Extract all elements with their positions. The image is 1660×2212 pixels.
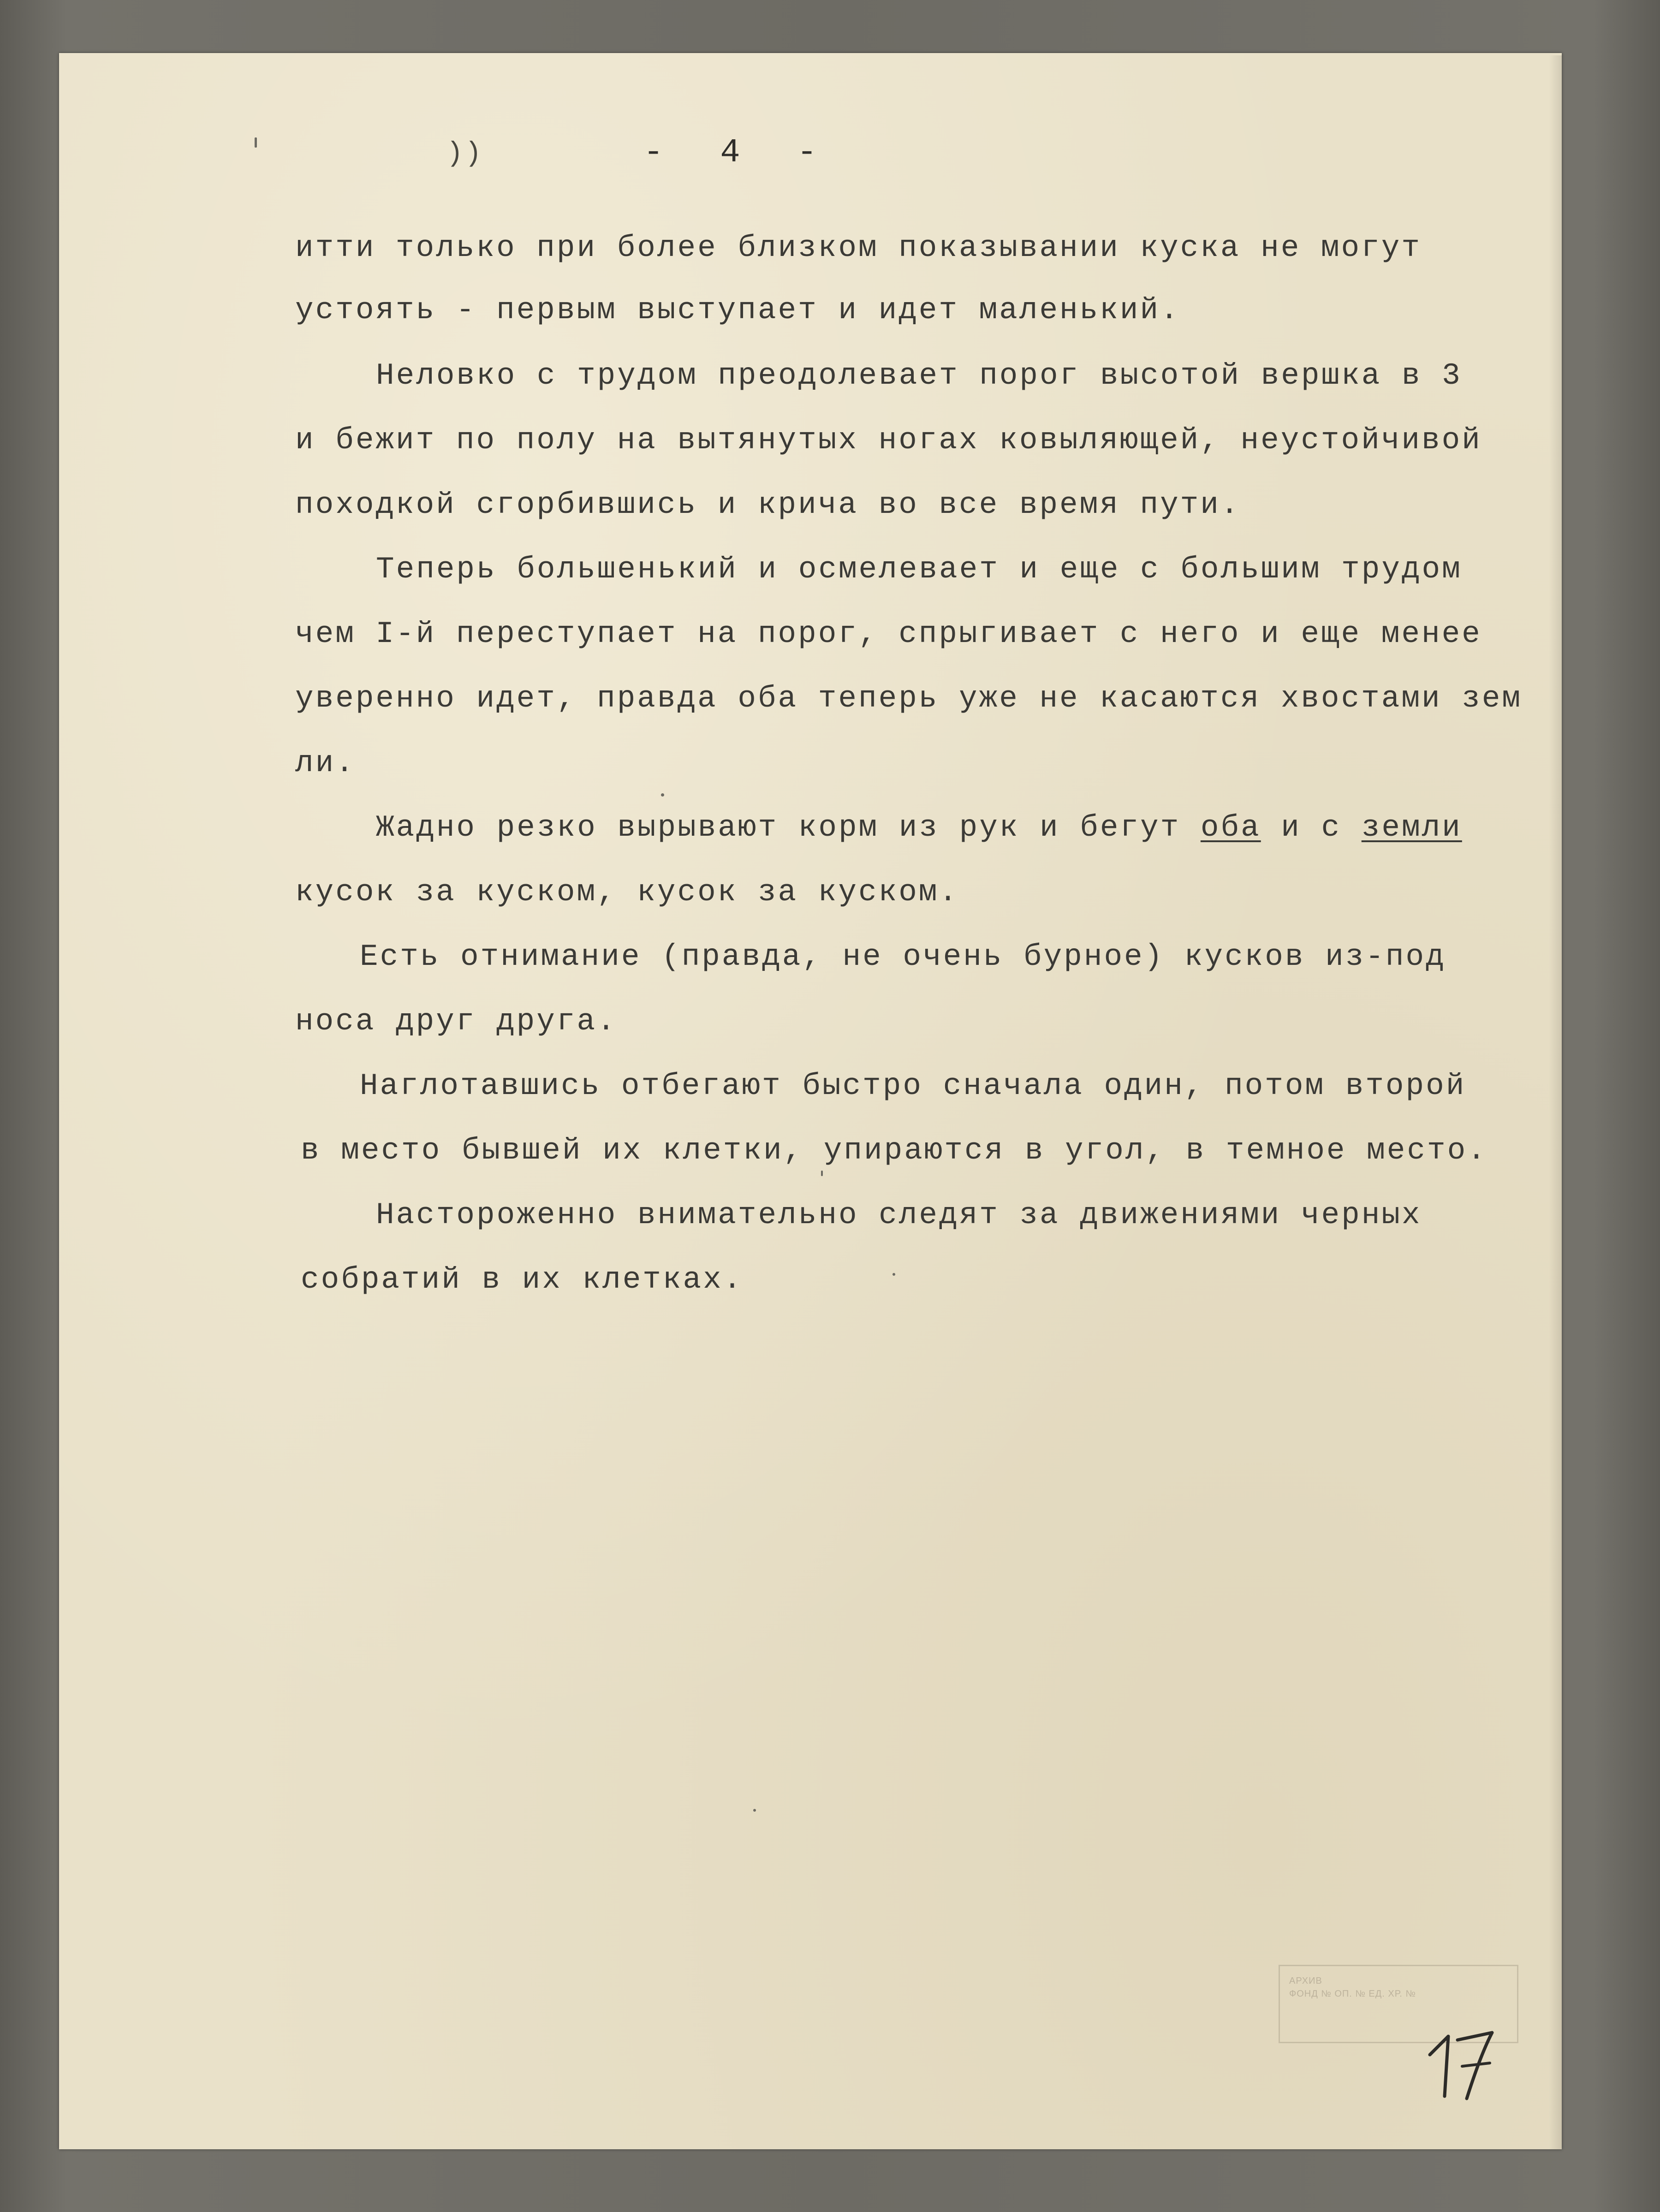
underlined-word: земли <box>1361 810 1462 845</box>
paper-speck <box>661 793 664 797</box>
underlined-word: оба <box>1200 810 1261 845</box>
text-line: Настороженно внимательно следят за движениями черных <box>376 1198 1422 1232</box>
text-line: Есть отнимание (правда, не очень бурное) кусков из-под <box>360 940 1446 974</box>
stamp-line: АРХИВ <box>1289 1976 1322 1986</box>
text-line: носа друг друга. <box>295 1004 617 1039</box>
text-line: собратий в их клетках. <box>301 1262 744 1297</box>
text-segment: и с <box>1261 810 1362 845</box>
text-line-with-underlines <box>376 810 1462 845</box>
page-number: - 4 - <box>643 134 836 172</box>
text-segment: Жадно резко вырывают корм из рук и бегут <box>376 810 1201 845</box>
typed-text-body <box>295 231 1541 1338</box>
text-line: и бежит по полу на вытянутых ногах ковыляющей, неустойчивой <box>295 423 1482 458</box>
paper-speck <box>892 1273 895 1276</box>
paper-mark <box>821 1171 823 1176</box>
text-line: Теперь большенький и осмелевает и еще с большим трудом <box>376 552 1462 587</box>
text-line: Неловко с трудом преодолевает порог высотой вершка в 3 <box>376 358 1462 393</box>
text-line: кусок за куском, кусок за куском. <box>295 875 959 910</box>
paper-mark <box>255 137 257 148</box>
text-line: итти только при более близком показывании куска не могут <box>295 231 1422 265</box>
stamp-line: ФОНД № ОП. № ЕД. ХР. № <box>1289 1989 1416 1999</box>
handwritten-folio-number <box>1416 2027 1499 2105</box>
text-line: в место бывшей их клетки, упираются в угол, в темное место. <box>301 1133 1487 1168</box>
text-line: Наглотавшись отбегают быстро сначала один, потом второй <box>360 1069 1466 1103</box>
page-marker: )) <box>446 138 484 170</box>
text-line: устоять - первым выступает и идет маленький. <box>295 293 1180 327</box>
paper-speck <box>753 1809 756 1812</box>
text-line: ли. <box>295 746 356 780</box>
text-line: чем I-й переступает на порог, спрыгивает с него и еще менее <box>295 617 1482 651</box>
text-line: уверенно идет, правда оба теперь уже не касаются хвостами зем <box>295 681 1522 716</box>
page-edge-shadow <box>1549 55 1562 2149</box>
text-line: походкой сгорбившись и крича во все время пути. <box>295 488 1241 522</box>
